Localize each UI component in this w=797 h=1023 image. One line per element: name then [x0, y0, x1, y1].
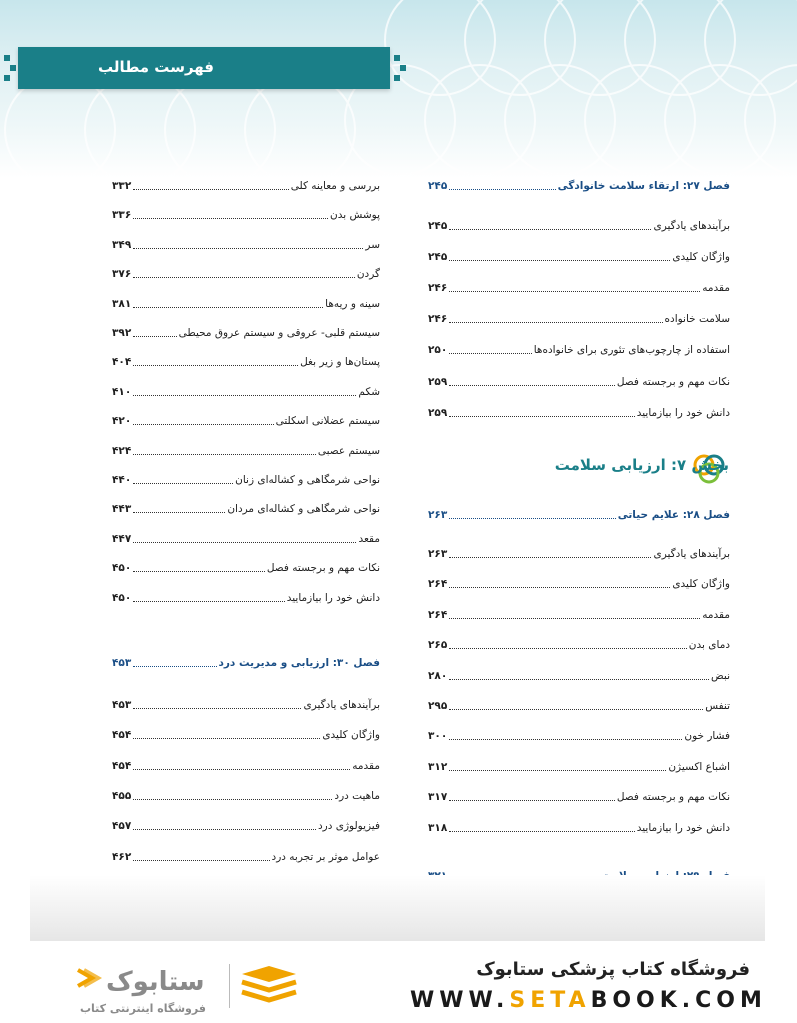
toc-entry[interactable] — [428, 820, 730, 836]
page-number: ۴۴۷ — [112, 532, 132, 545]
toc-entry[interactable] — [428, 311, 730, 327]
toc-entry[interactable] — [428, 249, 730, 265]
entry-title: نواحی شرمگاهی و کشاله‌ای مردان — [227, 503, 380, 516]
page-number: ۲۶۳ — [428, 548, 448, 560]
banner-deco — [400, 65, 406, 71]
entry-title: دانش خود را بیازمایید — [636, 821, 730, 834]
toc-entry[interactable] — [428, 698, 730, 714]
dot-leader — [133, 829, 316, 830]
dot-leader — [133, 248, 363, 249]
bottom-shade — [30, 875, 765, 941]
dot-leader — [133, 708, 301, 709]
page-number: ۲۴۵ — [428, 180, 448, 192]
entry-title: سر — [365, 238, 380, 251]
dot-leader — [133, 512, 225, 513]
banner-deco — [4, 55, 10, 61]
toc-entry[interactable] — [428, 546, 730, 562]
page-number: ۲۴۶ — [428, 282, 448, 295]
toc-entry[interactable] — [112, 788, 380, 804]
entry-title: گردن — [356, 268, 380, 281]
entry-title: برآیندهای یادگیری — [653, 220, 730, 232]
toc-entry[interactable] — [112, 501, 380, 517]
dot-leader — [133, 336, 176, 337]
page-number: ۲۵۹ — [428, 375, 448, 388]
toc-entry[interactable] — [428, 789, 730, 805]
page-number: ۲۴۵ — [428, 251, 448, 264]
toc-entry[interactable] — [428, 668, 730, 684]
entry-title: مقدمه — [352, 759, 380, 772]
dot-leader — [133, 799, 332, 800]
dot-leader — [449, 189, 555, 190]
toc-entry[interactable] — [428, 728, 730, 744]
page-number: ۳۳۲ — [112, 180, 132, 192]
entry-title: دانش خود را بیازمایید — [636, 406, 730, 419]
toc-entry[interactable] — [428, 342, 730, 358]
chapter-heading[interactable] — [112, 655, 380, 671]
dot-leader — [133, 666, 216, 667]
page-number: ۴۶۲ — [112, 850, 132, 863]
url-highlight: SETA — [509, 988, 591, 1013]
entry-title: مقدمه — [702, 282, 730, 295]
chapter-title: فصل ۳۰: ارزیابی و مدیریت درد — [218, 657, 380, 669]
logo-wordmark: ستابوک — [106, 967, 205, 997]
setabook-logo — [70, 960, 230, 1002]
dot-leader — [133, 424, 273, 425]
entry-title: سیستم قلبی- عروقی و سیستم عروق محیطی — [178, 327, 380, 339]
entry-title: واژگان کلیدی — [322, 729, 380, 742]
page-number: ۲۶۵ — [428, 639, 448, 652]
page-number: ۴۴۳ — [112, 503, 132, 516]
entry-title: برآیندهای یادگیری — [303, 699, 380, 711]
entry-title: استفاده از چارچوب‌های تئوری برای خانواده‌ها — [533, 344, 730, 357]
page-number: ۳۰۰ — [428, 730, 448, 743]
page-number: ۲۵۹ — [428, 406, 448, 419]
banner-deco — [4, 75, 10, 81]
page-number: ۳۸۱ — [112, 297, 132, 310]
dot-leader — [133, 738, 320, 739]
dot-leader — [449, 709, 703, 710]
page-number: ۴۵۵ — [112, 789, 132, 802]
toc-entry[interactable] — [428, 607, 730, 623]
dot-leader — [133, 601, 284, 602]
banner-deco — [394, 75, 400, 81]
toc-entry[interactable] — [112, 413, 380, 429]
dot-leader — [133, 454, 316, 455]
dot-leader — [449, 831, 634, 832]
entry-title: واژگان کلیدی — [672, 578, 730, 591]
toc-entry[interactable] — [112, 237, 380, 253]
dot-leader — [133, 395, 356, 396]
toc-entry[interactable] — [112, 296, 380, 312]
page-number: ۳۳۶ — [112, 209, 132, 222]
toc-left-column — [112, 0, 380, 1023]
toc-entry[interactable] — [112, 472, 380, 488]
page-number: ۳۴۹ — [112, 238, 132, 251]
dot-leader — [133, 571, 265, 572]
entry-title: مقدمه — [702, 608, 730, 621]
toc-entry[interactable] — [112, 531, 380, 547]
toc-entry[interactable] — [112, 560, 380, 576]
dot-leader — [449, 385, 615, 386]
page-number: ۲۶۳ — [428, 509, 448, 521]
toc-entry[interactable] — [428, 218, 730, 234]
dot-leader — [449, 618, 700, 619]
banner-deco — [10, 65, 16, 71]
dot-leader — [449, 679, 709, 680]
page-number: ۲۶۴ — [428, 578, 448, 591]
toc-entry[interactable] — [428, 374, 730, 390]
page-number: ۴۴۰ — [112, 474, 132, 486]
page-number: ۲۹۵ — [428, 700, 448, 712]
page-number: ۲۸۰ — [428, 669, 448, 682]
page-number: ۴۵۰ — [112, 562, 132, 575]
page-number: ۳۷۶ — [112, 268, 132, 281]
url-part: WWW. — [410, 988, 510, 1013]
entry-title: نکات مهم و برجسته فصل — [616, 375, 730, 388]
toc-entry[interactable] — [112, 384, 380, 400]
dot-leader — [449, 587, 670, 588]
page-number: ۲۴۵ — [428, 220, 448, 232]
toc-entry[interactable] — [112, 207, 380, 223]
entry-title: پوشش بدن — [329, 209, 380, 222]
page-number: ۳۱۷ — [428, 791, 448, 804]
toc-entry[interactable] — [112, 818, 380, 834]
entry-title: پستان‌ها و زیر بغل — [300, 356, 380, 369]
url-part: BOOK.COM — [590, 988, 767, 1013]
toc-entry[interactable] — [112, 849, 380, 865]
entry-title: دمای بدن — [688, 639, 730, 652]
entry-title: بررسی و معاینه کلی — [290, 180, 380, 192]
chapter-heading[interactable] — [428, 178, 730, 194]
entry-title: تنفس — [705, 700, 730, 712]
entry-title: سیستم عصبی — [317, 444, 380, 457]
entry-title: شکم — [358, 385, 380, 398]
toc-entry[interactable] — [112, 697, 380, 713]
dot-leader — [449, 648, 687, 649]
entry-title: فیزیولوژی درد — [317, 820, 380, 833]
dot-leader — [133, 189, 289, 190]
entry-title: ماهیت درد — [334, 789, 380, 802]
dot-leader — [133, 365, 298, 366]
entry-title: سیستم عضلانی اسکلتی — [275, 415, 380, 428]
logo-divider — [229, 964, 230, 1008]
toc-entry[interactable] — [112, 590, 380, 606]
toc-entry[interactable] — [112, 443, 380, 459]
page-number: ۳۱۸ — [428, 821, 448, 834]
toc-entry[interactable] — [112, 178, 380, 194]
page-number: ۴۱۰ — [112, 385, 132, 398]
dot-leader — [133, 769, 350, 770]
entry-title: اشباع اکسیژن — [668, 760, 730, 773]
page-number: ۳۹۲ — [112, 327, 132, 339]
toc-entry[interactable] — [112, 266, 380, 282]
entry-title: نکات مهم و برجسته فصل — [616, 791, 730, 804]
entry-title: عوامل موثر بر تجربه درد — [271, 850, 380, 863]
dot-leader — [449, 322, 662, 323]
toc-entry[interactable] — [428, 280, 730, 296]
entry-title: فشار خون — [684, 730, 730, 743]
entry-title: سلامت خانواده — [664, 313, 730, 326]
dot-leader — [449, 770, 666, 771]
dot-leader — [449, 518, 615, 519]
page-number: ۴۵۰ — [112, 591, 132, 604]
page-number: ۴۵۴ — [112, 729, 132, 742]
chapter-title: فصل ۲۸: علایم حیاتی — [617, 509, 730, 521]
dot-leader — [133, 860, 269, 861]
dot-leader — [449, 416, 634, 417]
toc-entry[interactable] — [428, 576, 730, 592]
banner-deco — [394, 55, 400, 61]
page-number: ۳۱۲ — [428, 760, 448, 773]
entry-title: برآیندهای یادگیری — [653, 548, 730, 560]
toc-entry[interactable] — [428, 405, 730, 421]
chapter-heading[interactable] — [428, 507, 730, 523]
dot-leader — [449, 739, 682, 740]
page-number: ۴۲۴ — [112, 444, 132, 457]
toc-entry[interactable] — [428, 637, 730, 653]
dot-leader — [133, 542, 356, 543]
entry-title: نبض — [711, 669, 730, 682]
dot-leader — [449, 557, 651, 558]
toc-entry[interactable] — [112, 325, 380, 341]
entry-title: نکات مهم و برجسته فصل — [266, 562, 380, 575]
logo-subtitle: فروشگاه اینترنتی کتاب — [80, 1002, 206, 1015]
dot-leader — [133, 483, 233, 484]
dot-leader — [133, 307, 323, 308]
page-number: ۴۵۳ — [112, 657, 132, 669]
entry-title: نواحی شرمگاهی و کشاله‌ای زنان — [235, 474, 380, 486]
part-7-title: بخش ۷: ارزیابی سلامت — [554, 456, 729, 474]
toc-entry[interactable] — [112, 354, 380, 370]
page-number: ۴۵۳ — [112, 699, 132, 711]
page-number: ۴۵۴ — [112, 759, 132, 772]
page-number: ۴۵۷ — [112, 820, 132, 833]
entry-title: دانش خود را بیازمایید — [286, 591, 380, 604]
page-number: ۲۴۶ — [428, 313, 448, 326]
toc-entry[interactable] — [112, 758, 380, 774]
dot-leader — [449, 353, 531, 354]
store-name: فروشگاه کتاب پزشکی ستابوک — [476, 959, 750, 980]
dot-leader — [449, 260, 670, 261]
toc-right-column — [428, 0, 730, 1023]
dot-leader — [133, 277, 355, 278]
chapter-title: فصل ۲۷: ارتقاء سلامت خانوادگی — [557, 180, 730, 192]
book-stack-icon — [238, 964, 300, 1008]
toc-entry[interactable] — [112, 727, 380, 743]
dot-leader — [449, 800, 615, 801]
store-url[interactable] — [410, 988, 767, 1013]
page-title: فهرست مطالب — [98, 58, 214, 76]
page-number: ۴۲۰ — [112, 415, 132, 428]
page-number: ۲۶۴ — [428, 608, 448, 621]
page-number: ۴۰۴ — [112, 356, 132, 369]
toc-entry[interactable] — [428, 759, 730, 775]
dot-leader — [449, 229, 651, 230]
entry-title: سینه و ریه‌ها — [325, 297, 380, 310]
entry-title: واژگان کلیدی — [672, 251, 730, 264]
dot-leader — [449, 291, 700, 292]
dot-leader — [133, 218, 328, 219]
page-number: ۲۵۰ — [428, 344, 448, 357]
entry-title: مقعد — [358, 532, 380, 545]
